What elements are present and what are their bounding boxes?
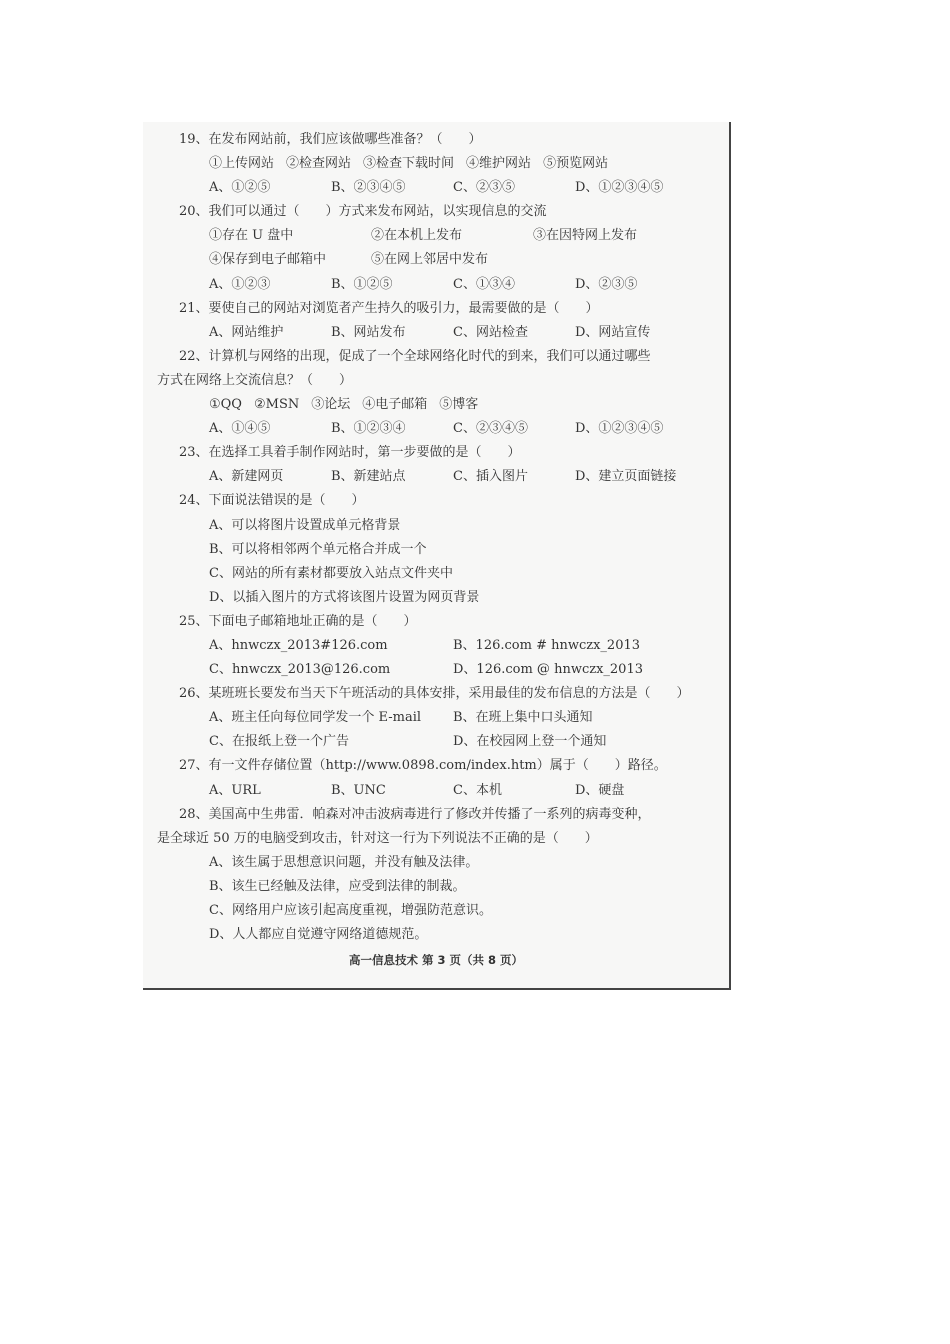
option-b: B、在班上集中口头通知 (453, 710, 593, 726)
item: ⑤在网上邻居中发布 (371, 252, 489, 268)
option-d: D、建立页面链接 (575, 469, 677, 485)
option-b: B、该生已经触及法律，应受到法律的制裁。 (209, 878, 466, 894)
question-21-options (157, 321, 722, 345)
option-d: D、在校园网上登一个通知 (453, 734, 607, 750)
question-25-stem: 25、下面电子邮箱地址正确的是（ ） (179, 613, 417, 629)
item: ③检查下载时间 (363, 156, 455, 172)
item: ⑤预览网站 (543, 156, 609, 172)
question-20-items-row1 (157, 224, 722, 248)
question-28-stem: 28、美国高中生弗雷．帕森对冲击波病毒进行了修改并传播了一系列的病毒变种， (179, 806, 651, 822)
option-a: A、URL (209, 782, 261, 798)
item: ④电子邮箱 (362, 397, 428, 413)
option-b: B、UNC (331, 782, 386, 798)
question-19-items (157, 152, 722, 176)
question-25-options-row2 (157, 658, 722, 682)
option-d: D、以插入图片的方式将该图片设置为网页背景 (209, 589, 480, 605)
option-a: A、网站维护 (209, 324, 284, 340)
option-c: C、本机 (453, 782, 502, 798)
option-c: C、①③④ (453, 276, 515, 292)
item: ①QQ (209, 397, 242, 413)
option-a: A、hnwczx_2013#126.com (209, 637, 388, 653)
option-d: D、①②③④⑤ (575, 180, 664, 196)
option-b: B、①②③④ (331, 421, 406, 437)
option-c: C、插入图片 (453, 469, 528, 485)
option-a: A、可以将图片设置成单元格背景 (209, 517, 401, 533)
question-list (157, 128, 722, 947)
option-c: C、②③④⑤ (453, 421, 528, 437)
option-b: B、新建站点 (331, 469, 406, 485)
option-b: B、②③④⑤ (331, 180, 406, 196)
option-b: B、①②⑤ (331, 276, 393, 292)
item: ④保存到电子邮箱中 (209, 252, 327, 268)
question-26-options-row2 (157, 730, 722, 754)
option-b: B、网站发布 (331, 324, 406, 340)
item: ②在本机上发布 (371, 228, 463, 244)
option-d: D、人人都应自觉遵守网络道德规范。 (209, 927, 428, 943)
exam-page (143, 122, 731, 990)
question-21-stem: 21、要使自己的网站对浏览者产生持久的吸引力，最需要做的是（ ） (179, 300, 599, 316)
item: ①上传网站 (209, 156, 275, 172)
question-24-stem: 24、下面说法错误的是（ ） (179, 493, 365, 509)
question-26-stem: 26、某班班长要发布当天下午班活动的具体安排，采用最佳的发布信息的方法是（ ） (179, 686, 690, 702)
item: ①存在 U 盘中 (209, 228, 294, 244)
question-20-options (157, 273, 722, 297)
question-22-options (157, 417, 722, 441)
question-19-options (157, 176, 722, 200)
option-a: A、①②③ (209, 276, 271, 292)
question-26-options-row1 (157, 706, 722, 730)
question-19-stem: 19、在发布网站前，我们应该做哪些准备？（ ） (179, 132, 482, 147)
option-a: A、班主任向每位同学发一个 E-mail (209, 710, 422, 726)
question-27-options (157, 779, 722, 803)
item: ②MSN (253, 397, 300, 413)
question-23-options (157, 465, 722, 489)
question-27-stem: 27、有一文件存储位置（http://www.0898.com/index.htm）属于（ ）路径。 (179, 758, 667, 774)
option-c: C、网站的所有素材都要放入站点文件夹中 (209, 565, 453, 581)
option-c: C、网站检查 (453, 324, 528, 340)
page-footer: 高一信息技术 第 3 页（共 8 页） (348, 953, 524, 967)
option-d: D、126.com @ hnwczx_2013 (453, 662, 643, 678)
question-20-items-row2 (157, 248, 722, 272)
option-a: A、新建网页 (209, 469, 284, 485)
option-a: A、该生属于思想意识问题，并没有触及法律。 (209, 854, 479, 870)
question-28-stem-continued: 是全球近 50 万的电脑受到攻击，针对这一行为下列说法不正确的是（ ） (157, 830, 598, 846)
option-c: C、在报纸上登一个广告 (209, 734, 349, 750)
option-b: B、126.com # hnwczx_2013 (453, 637, 641, 653)
option-c: C、②③⑤ (453, 180, 515, 196)
item: ⑤博客 (439, 397, 479, 413)
item: ③论坛 (311, 397, 351, 413)
question-23-stem: 23、在选择工具着手制作网站时，第一步要做的是（ ） (179, 445, 521, 461)
question-22-stem-continued: 方式在网络上交流信息？（ ） (157, 372, 353, 388)
option-c: C、网络用户应该引起高度重视，增强防范意识。 (209, 903, 492, 918)
option-d: D、①②③④⑤ (575, 421, 664, 437)
option-d: D、硬盘 (575, 782, 625, 798)
item: ④维护网站 (466, 156, 532, 172)
item: ③在因特网上发布 (533, 228, 638, 244)
question-20-stem: 20、我们可以通过（ ）方式来发布网站，以实现信息的交流 (179, 204, 547, 220)
option-a: A、①②⑤ (209, 180, 271, 196)
option-c: C、hnwczx_2013@126.com (209, 662, 391, 678)
option-d: D、网站宣传 (575, 324, 651, 340)
question-25-options-row1 (157, 634, 722, 658)
question-22-stem: 22、计算机与网络的出现，促成了一个全球网络化时代的到来，我们可以通过哪些 (179, 348, 651, 364)
option-b: B、可以将相邻两个单元格合并成一个 (209, 541, 427, 557)
item: ②检查网站 (286, 156, 352, 172)
question-22-items (157, 393, 722, 417)
option-d: D、②③⑤ (575, 276, 638, 292)
option-a: A、①④⑤ (209, 421, 271, 437)
